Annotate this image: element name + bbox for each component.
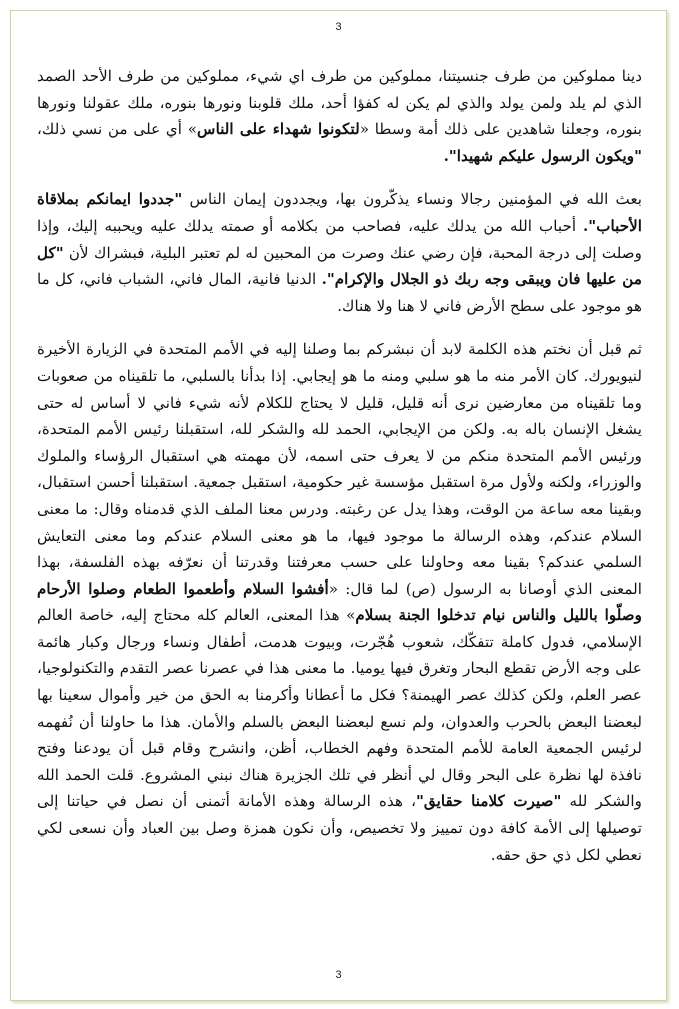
document-page [10,10,667,1001]
page-number-bottom: 3 [335,969,342,981]
bold-quote: "ويكون الرسول عليكم شهيدا". [443,146,642,165]
text-run: دينا مملوكين من طرف جنسيتنا، مملوكين من طرف اي شيء، مملوكين من طرف الأحد الصمد الذي لم يلد ولمن يولد والذي لم يكن له كفؤا أحد، ملك قلوبنا ونورها بنوره، ملك عقولنا ونورها بنوره، وجعلنا شاهدين على ذلك أمة وسطا « [37,67,642,139]
page-number-top: 3 [335,21,342,33]
text-run: أحباب الله من يدلك عليه، فصاحب من بكلامه أو صمته يدلك عليه ويحببه إليك، وإذا وصلت إلى درجة المحبة، فإن رضي عنك وصرت من المحبين له لم تعتبر البلية، فبشراك لأن [37,216,642,262]
document-body [37,63,642,885]
text-run: بعث الله في المؤمنين رجالا ونساء يذكّرون بها، ويجددون إيمان الناس [182,190,642,209]
text-run: » أي على من نسي ذلك، [37,120,198,139]
paragraph-3 [37,336,642,868]
bold-quote: "كل من عليها فان ويبقى وجه ربك ذو الجلال والإكرام". [37,243,642,289]
text-run: » هذا المعنى، العالم كله محتاج إليه، خاصة العالم الإسلامي، فدول كاملة تتفكّك، شعوب هُجّرت، وبيوت هدمت، أطفال ونساء ورجال وكبار هائمة على وجه الأرض تقطع البحار وتغرق فيها يوميا. ما معنى هذا في عصرنا عصر التقدم والتكنولوجيا، عصر العلم، ولكن كذلك عصر الهيمنة؟ فكل ما أعطانا وأكرمنا به الحق من خير وأموال سعينا بها لبعضنا البعض بالحرب والعدوان، ولم نسع لبعضنا البعض بالسلم والأمان. هذا ما حاولنا أن نُفهمه لرئيس الجمعية العامة للأمم المتحدة وفهم الخطاب، أظن، وانشرح وقام قبل أن يودعنا وفتح نافذة لها نظرة على البحر وقال لي أنظر في تلك الجزيرة هناك نبني المشروع. قلت الحمد الله والشكر لله [37,606,642,811]
bold-quote: لتكونوا شهداء على الناس [197,120,360,139]
text-run: ثم قبل أن نختم هذه الكلمة لابد أن نبشركم بما وصلنا إليه في الأمم المتحدة في الزيارة الأخيرة لنيويورك. كان الأمر منه ما هو سلبي ومنه ما هو إيجابي. إذا بدأنا بالسلبي، ما تلقيناه من صعوبات وما تلقيناه من معارضين نرى أنه قليل، قليل لا يحتاج للكلام لأنه شيء فاني لا أساس له حتى يشغل الإنسان باله به. ولكن من الإيجابي، الحمد لله والشكر لله، استقبلنا رئيس الأمم المتحدة، ورئيس الأمم المتحدة منكم من لا يعرف حتى اسمه، لأن مهمته هي استقبال الرؤساء والملوك والوزراء، ولكنه ولأول مرة استقبل مؤسسة غير حكومية، استقبل جمعية. استقبلنا أحسن استقبال، وبقينا معه ساعة من الوقت، وهذا يدل عن رغبته. ودرس معنا الملف الذي قدمناه وقال: ما معنى السلام عندكم، وهذه الرسالة ما موجود فيها، ما هو معنى السلام عندكم وما معنى التعايش السلمي عندكم؟ بقينا معه وحاولنا على حسب معرفتنا وقدرتنا أن نعرّفه بهذه الفلسفة، بهذا المعنى الذي أوصانا به الرسول (ص) لما قال: « [37,340,642,598]
paragraph-2 [37,186,642,319]
text-run: الدنيا فانية، المال فاني، الشباب فاني، كل ما هو موجود على سطح الأرض فاني لا هنا ولا هناك. [37,270,642,315]
bold-quote: "صيرت كلامنا حقايق" [416,792,562,811]
text-run: ، هذه الرسالة وهذه الأمانة أتمنى أن نصل في حياتنا إلى توصيلها إلى الأمة كافة دون تمييز ولا تخصيص، وأن نكون همزة وصل بين العباد وأن نسعى لكي نعطي لكل ذي حق حقه. [37,792,642,864]
bold-quote: "جددوا ايمانكم بملاقاة الأحباب". [37,190,642,235]
bold-quote: أفشوا السلام وأطعموا الطعام وصلوا الأرحام وصلّوا بالليل والناس نيام تدخلوا الجنة بسلام [37,579,642,625]
paragraph-1 [37,63,642,169]
